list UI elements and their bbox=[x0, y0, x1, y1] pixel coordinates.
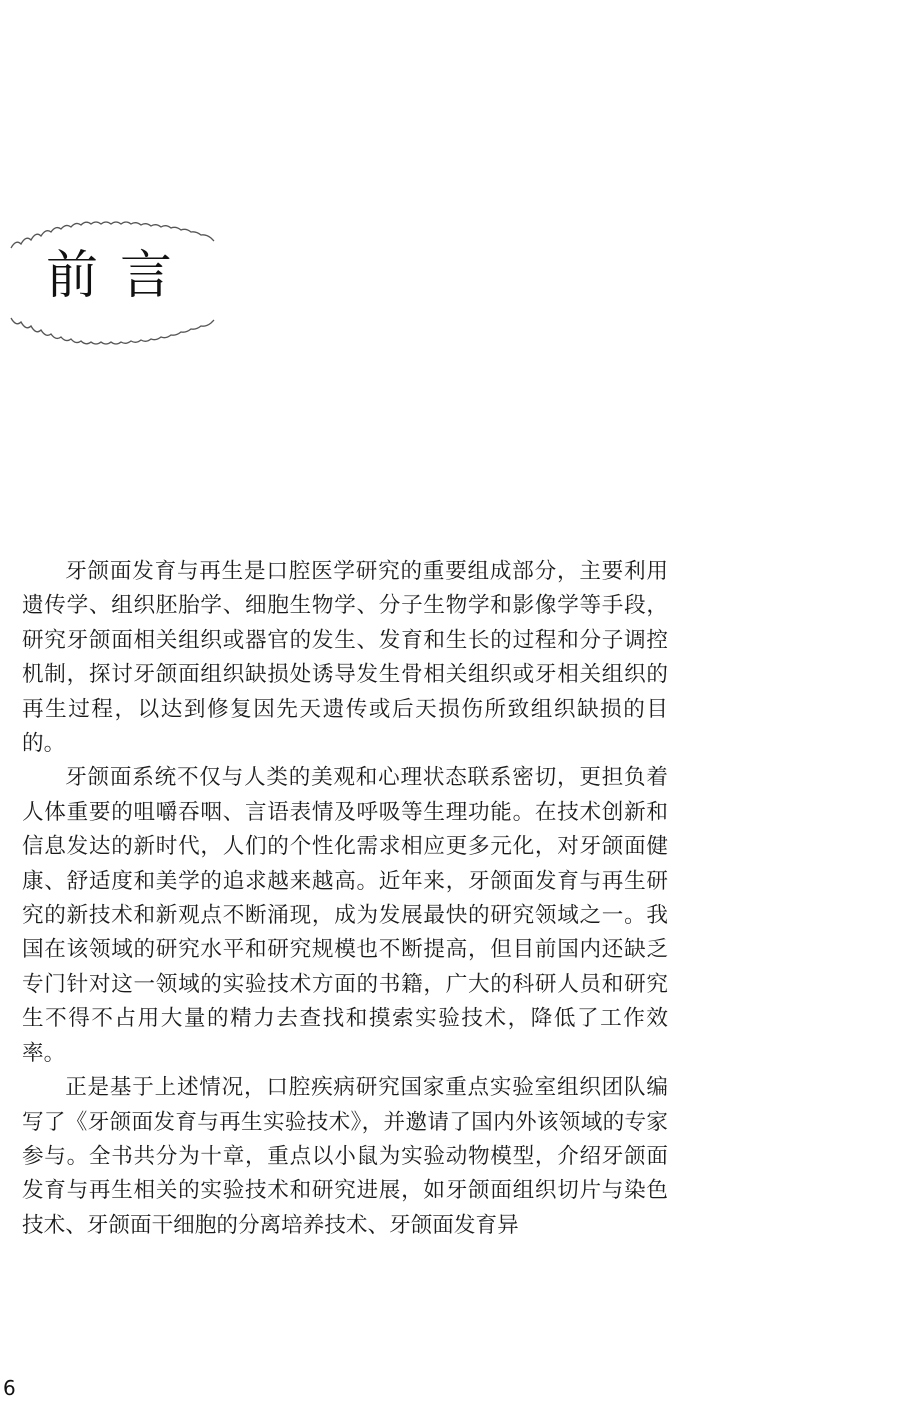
preface-heading bbox=[8, 220, 218, 350]
page-number: 6 bbox=[3, 1376, 16, 1400]
wavy-line-bottom bbox=[11, 318, 214, 344]
paragraph-2: 牙颌面系统不仅与人类的美观和心理状态联系密切，更担负着人体重要的咀嚼吞咽、言语表情及呼吸等生理功能。在技术创新和信息发达的新时代，人们的个性化需求相应更多元化，对牙颌面健康、舒适度和美学的追求越来越高。近年来，牙颌面发育与再生研究的新技术和新观点不断涌现，成为发展最快的研究领域之一。我国在该领域的研究水平和研究规模也不断提高，但目前国内还缺乏专门针对这一领域的实验技术方面的书籍，广大的科研人员和研究生不得不占用大量的精力去查找和摸索实验技术，降低了工作效率。 bbox=[22, 765, 668, 1066]
wavy-line-top bbox=[11, 222, 214, 248]
preface-body bbox=[22, 555, 668, 1243]
page-title: 前言 bbox=[46, 246, 195, 306]
paragraph-3: 正是基于上述情况，口腔疾病研究国家重点实验室组织团队编写了《牙颌面发育与再生实验技术》，并邀请了国内外该领域的专家参与。全书共分为十章，重点以小鼠为实验动物模型，介绍牙颌面发育与再生相关的实验技术和研究进展，如牙颌面组织切片与染色技术、牙颌面干细胞的分离培养技术、牙颌面发育异 bbox=[22, 1075, 668, 1238]
paragraph-1: 牙颌面发育与再生是口腔医学研究的重要组成部分，主要利用遗传学、组织胚胎学、细胞生物学、分子生物学和影像学等手段，研究牙颌面相关组织或器官的发生、发育和生长的过程和分子调控机制，探讨牙颌面组织缺损处诱导发生骨相关组织或牙相关组织的再生过程，以达到修复因先天遗传或后天损伤所致组织缺损的目的。 bbox=[22, 559, 668, 757]
